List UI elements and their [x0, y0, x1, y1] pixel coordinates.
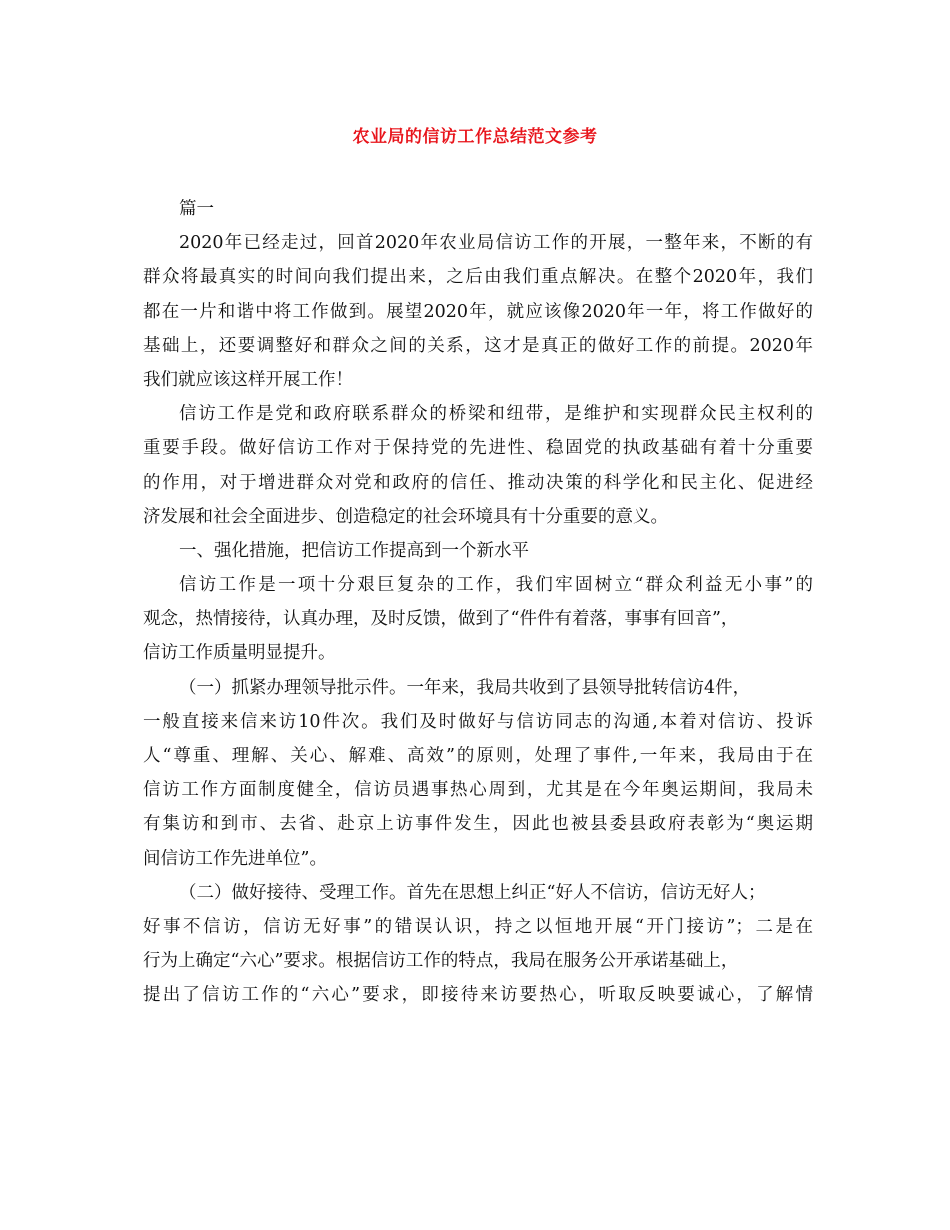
paragraph-line: 信访工作是党和政府联系群众的桥梁和纽带，是维护和实现群众民主权利的 [179, 404, 813, 425]
paragraph-line: 提出了信访工作的“六心”要求，即接待来访要热心，听取反映要诚心，了解情 [143, 985, 813, 1006]
section-heading-pian-yi: 篇一 [179, 199, 214, 219]
paragraph-line: 人“尊重、理解、关心、解难、高效”的原则，处理了事件,一年来，我局由于在 [143, 746, 813, 766]
paragraph-line: 2020年已经走过，回首2020年农业局信访工作的开展，一整年来，不断的有 [179, 233, 813, 254]
paragraph-line: 信访工作方面制度健全，信访员遇事热心周到，尤其是在今年奥运期间，我局未 [143, 780, 813, 801]
paragraph-line: 间信访工作先进单位”。 [143, 848, 327, 869]
paragraph-line: 观念，热情接待，认真办理，及时反馈，做到了“件件有着落，事事有回音”， [143, 609, 739, 630]
paragraph-line: 一般直接来信来访10件次。我们及时做好与信访同志的沟通,本着对信访、投诉 [143, 711, 813, 732]
paragraph-line: 信访工作是一项十分艰巨复杂的工作，我们牢固树立“群众利益无小事”的 [179, 575, 813, 596]
paragraph-line: 行为上确定“六心”要求。根据信访工作的特点，我局在服务公开承诺基础上， [143, 951, 739, 972]
paragraph-line: 济发展和社会全面进步、创造稳定的社会环境具有十分重要的意义。 [143, 506, 668, 527]
paragraph-line: 有集访和到市、去省、赴京上访事件发生，因此也被县委县政府表彰为“奥运期 [143, 814, 813, 835]
paragraph-line: 基础上，还要调整好和群众之间的关系，这才是真正的做好工作的前提。2020年 [143, 335, 813, 356]
paragraph-line: 信访工作质量明显提升。 [143, 643, 336, 664]
paragraph-line: （一）抓紧办理领导批示件。一年来，我局共收到了县领导批转信访4件， [179, 677, 751, 698]
document-title: 农业局的信访工作总结范文参考 [352, 127, 598, 147]
paragraph-line: 好事不信访，信访无好事”的错误认识，持之以恒地开展“开门接访”；二是在 [143, 916, 813, 937]
paragraph-line: 我们就应该这样开展工作！ [143, 369, 353, 390]
section-heading: 一、强化措施，把信访工作提高到一个新水平 [179, 540, 529, 561]
paragraph-line: 都在一片和谐中将工作做到。展望2020年，就应该像2020年一年，将工作做好的 [143, 301, 813, 322]
document-body [143, 192, 813, 1013]
paragraph-line: （二）做好接待、受理工作。首先在思想上纠正“好人不信访，信访无好人； [179, 882, 766, 903]
paragraph-line: 群众将最真实的时间向我们提出来，之后由我们重点解决。在整个2020年，我们 [143, 267, 813, 288]
paragraph-line: 的作用，对于增进群众对党和政府的信任、推动决策的科学化和民主化、促进经 [143, 472, 813, 493]
paragraph-line: 重要手段。做好信访工作对于保持党的先进性、稳固党的执政基础有着十分重要 [143, 438, 813, 459]
